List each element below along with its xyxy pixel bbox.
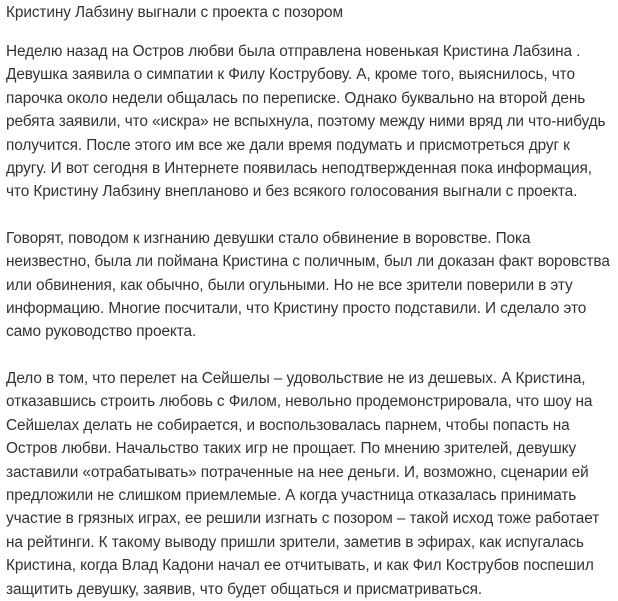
article-paragraph-1 bbox=[6, 40, 612, 204]
paragraph-line: Говорят, поводом к изгнанию девушки стало обвинение в воровстве. Пока bbox=[6, 229, 531, 247]
paragraph-line: Девушка заявила о симпатии к Филу Кострубову. А, кроме того, выяснилось, что bbox=[6, 66, 575, 84]
paragraph-line: Остров любви. Начальство таких игр не прощает. По мнению зрителей, девушку bbox=[6, 440, 577, 458]
paragraph-line: ребята заявили, что «искра» не вспыхнула, поэтому между ними вряд ли что-нибудь bbox=[6, 113, 606, 131]
paragraph-line: само руководство проекта. bbox=[6, 323, 197, 341]
paragraph-line: Сейшелах делать не собирается, и воспользовалась парнем, чтобы попасть на bbox=[6, 416, 570, 434]
paragraph-line: отказавшись строить любовь с Филом, невольно продемонстрировала, что шоу на bbox=[6, 393, 593, 411]
paragraph-line: заставили «отрабатывать» потраченные на нее деньги. И, возможно, сценарии ей bbox=[6, 463, 589, 481]
article-title: Кристину Лабзину выгнали с проекта с позором bbox=[6, 4, 343, 21]
paragraph-line: неизвестно, была ли поймана Кристина с поличным, был ли доказан факт воровства bbox=[6, 253, 610, 271]
paragraph-line: получится. После этого им все же дали время подумать и присмотреться друг к bbox=[6, 136, 570, 154]
paragraph-line: Дело в том, что перелет на Сейшелы – удовольствие не из дешевых. А Кристина, bbox=[6, 369, 586, 387]
paragraph-line: информацию. Многие посчитали, что Кристину просто подставили. И сделало это bbox=[6, 300, 587, 318]
paragraph-line: что Кристину Лабзину внепланово и без всякого голосования выгнали с проекта. bbox=[6, 183, 578, 201]
paragraph-line: другу. И вот сегодня в Интернете появилась неподтвержденная пока информация, bbox=[6, 160, 592, 178]
article-paragraph-2 bbox=[6, 227, 612, 344]
article-paragraph-3 bbox=[6, 367, 612, 601]
paragraph-line: на рейтинги. К такому выводу пришли зрители, заметив в эфирах, как испугалась bbox=[6, 533, 584, 551]
paragraph-line: Неделю назад на Остров любви была отправлена новенькая Кристина Лабзина . bbox=[6, 43, 581, 60]
paragraph-line: участие в грязных играх, ее решили изгнать с позором – такой исход тоже работает bbox=[6, 510, 600, 528]
paragraph-line: Кристина, когда Влад Кадони начал ее отчитывать, и как Фил Кострубов поспешил bbox=[6, 557, 594, 575]
paragraph-line: или обвинения, как обычно, были огульными. Но не все зрители поверили в эту bbox=[6, 276, 573, 294]
paragraph-line: предложили не слишком приемлемые. А когда участница отказалась принимать bbox=[6, 486, 577, 504]
paragraph-line: защитить девушку, заявив, что будет общаться и присматриваться. bbox=[6, 580, 483, 598]
paragraph-line: парочка около недели общалась по переписке. Однако буквально на второй день bbox=[6, 89, 586, 107]
